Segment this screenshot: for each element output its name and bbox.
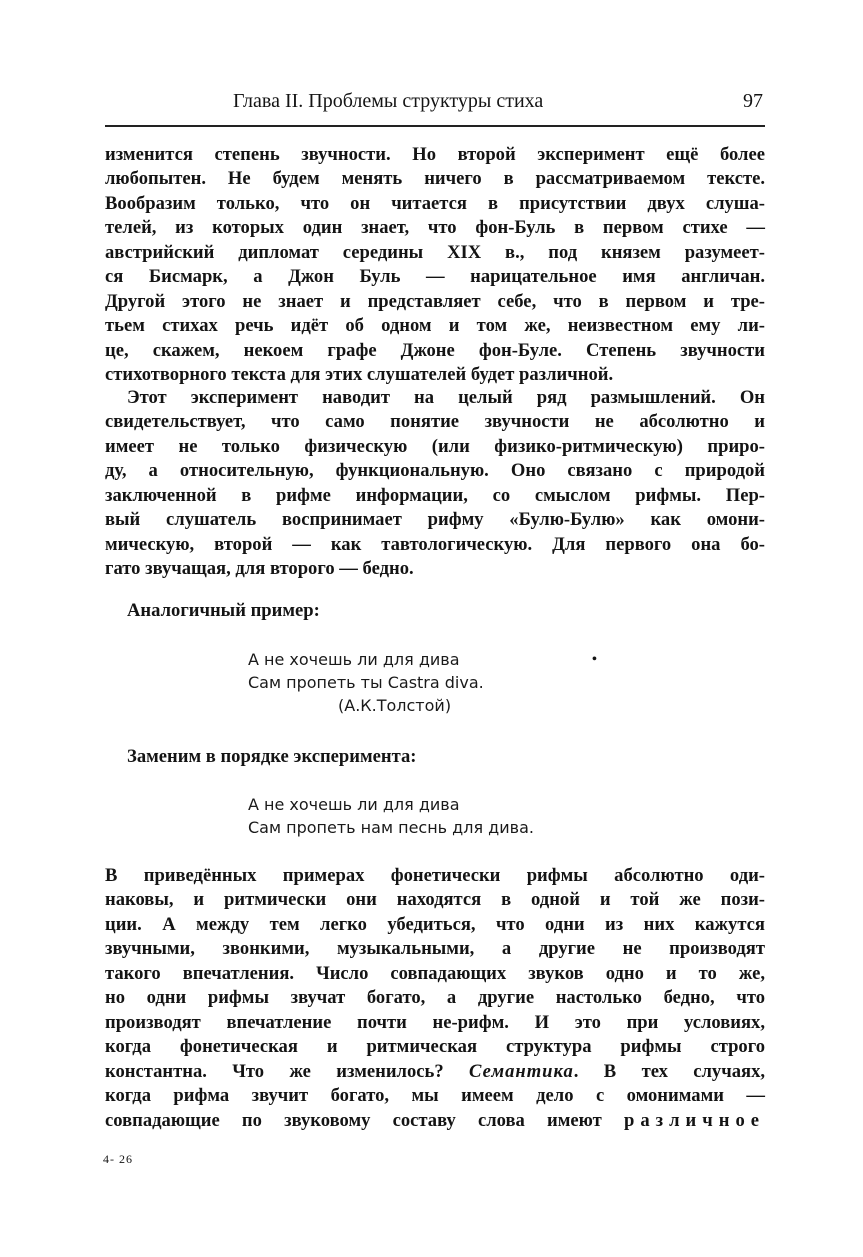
text-line: тьем стихах речь идёт об одном и том же, неизвестном ему ли- <box>105 315 765 337</box>
text-line: ции. А между тем легко убедиться, что одни из них кажутся <box>105 913 765 935</box>
text-line: Вообразим только, что он читается в присутствии двух слуша- <box>105 192 765 214</box>
page-number: 97 <box>743 90 763 112</box>
text-line: австрийский дипломат середины XIX в., под князем разумеет- <box>105 241 765 263</box>
text-line: такого впечатления. Число совпадающих звуков одно и то же, <box>105 962 765 984</box>
text-line: наковы, и ритмически они находятся в одной и той же пози- <box>105 889 765 911</box>
paragraph-1 <box>105 143 765 388</box>
text-line: Другой этого не знает и представляет себе, что в первом и тре- <box>105 290 765 312</box>
text-line: заключенной в рифме информации, со смыслом рифмы. Пер- <box>105 484 765 506</box>
verse-quote-2 <box>248 793 534 839</box>
text-fragment: . В тех случаях, <box>573 1060 766 1082</box>
text-line: свидетельствует, что само понятие звучности не абсолютно и <box>105 411 765 433</box>
verse-line: А не хочешь ли для дива <box>248 650 460 669</box>
running-title: Глава II. Проблемы структуры стиха <box>233 90 544 112</box>
spaced-word: различное <box>623 1109 765 1131</box>
text-line: когда фонетическая и ритмическая структура рифмы строго <box>105 1036 765 1058</box>
text-line: имеет не только физическую (или физико-ритмическую) приро- <box>105 435 765 457</box>
printer-signature: 4- 26 <box>103 1152 133 1166</box>
text-fragment: константна. Что же изменилось? <box>105 1060 470 1082</box>
text-line: изменится степень звучности. Но второй эксперимент ещё более <box>105 144 765 165</box>
text-line: гато звучащая, для второго — бедно. <box>105 558 414 580</box>
running-header <box>105 88 765 118</box>
text-line: мическую, второй — как тавтологическую. Для первого она бо- <box>105 533 765 555</box>
verse-line: А не хочешь ли для дива <box>248 795 460 814</box>
paragraph-2 <box>105 386 765 582</box>
text-line: телей, из которых один знает, что фон-Буль в первом стихе — <box>105 217 765 239</box>
text-line: производят впечатление почти не-рифм. И это при условиях, <box>105 1011 765 1033</box>
verse-line: Сам пропеть ты Castra diva. <box>248 673 484 692</box>
margin-mark: • <box>592 652 597 667</box>
text-fragment: совпадающие по звуковому составу слова имеют <box>105 1109 624 1131</box>
text-line: любопытен. Не будем менять ничего в рассматриваемом тексте. <box>105 168 765 190</box>
text-line: ду, а относительную, функциональную. Оно связано с природой <box>105 460 765 482</box>
text-line-with-spaced-word <box>105 1109 765 1133</box>
verse-quote-1 <box>248 648 484 717</box>
text-line: ся Бисмарк, а Джон Буль — нарицательное имя англичан. <box>105 266 765 288</box>
text-line: стихотворного текста для этих слушателей будет различной. <box>105 364 614 386</box>
example-lead-1: Аналогичный пример: <box>127 600 320 621</box>
text-line: В приведённых примерах фонетически рифмы абсолютно оди- <box>105 865 765 886</box>
emphasized-word: Семантика <box>469 1060 574 1082</box>
paragraph-3 <box>105 864 765 1133</box>
text-line: звучными, звонкими, музыкальными, а другие не производят <box>105 938 765 960</box>
text-line: це, скажем, некоем графе Джоне фон-Буле. Степень звучности <box>105 339 765 361</box>
text-line: вый слушатель воспринимает рифму «Булю-Булю» как омони- <box>105 509 765 531</box>
verse-line: Сам пропеть нам песнь для дива. <box>248 818 534 837</box>
text-line: Этот эксперимент наводит на целый ряд размышлений. Он <box>127 387 765 408</box>
text-line: когда рифма звучит богато, мы имеем дело с омонимами — <box>105 1085 765 1107</box>
verse-attribution: (А.К.Толстой) <box>338 696 452 715</box>
text-line-with-emphasis <box>105 1060 765 1084</box>
example-lead-2: Заменим в порядке эксперимента: <box>127 746 417 767</box>
header-rule <box>105 125 765 127</box>
text-line: но одни рифмы звучат богато, а другие настолько бедно, что <box>105 987 765 1009</box>
